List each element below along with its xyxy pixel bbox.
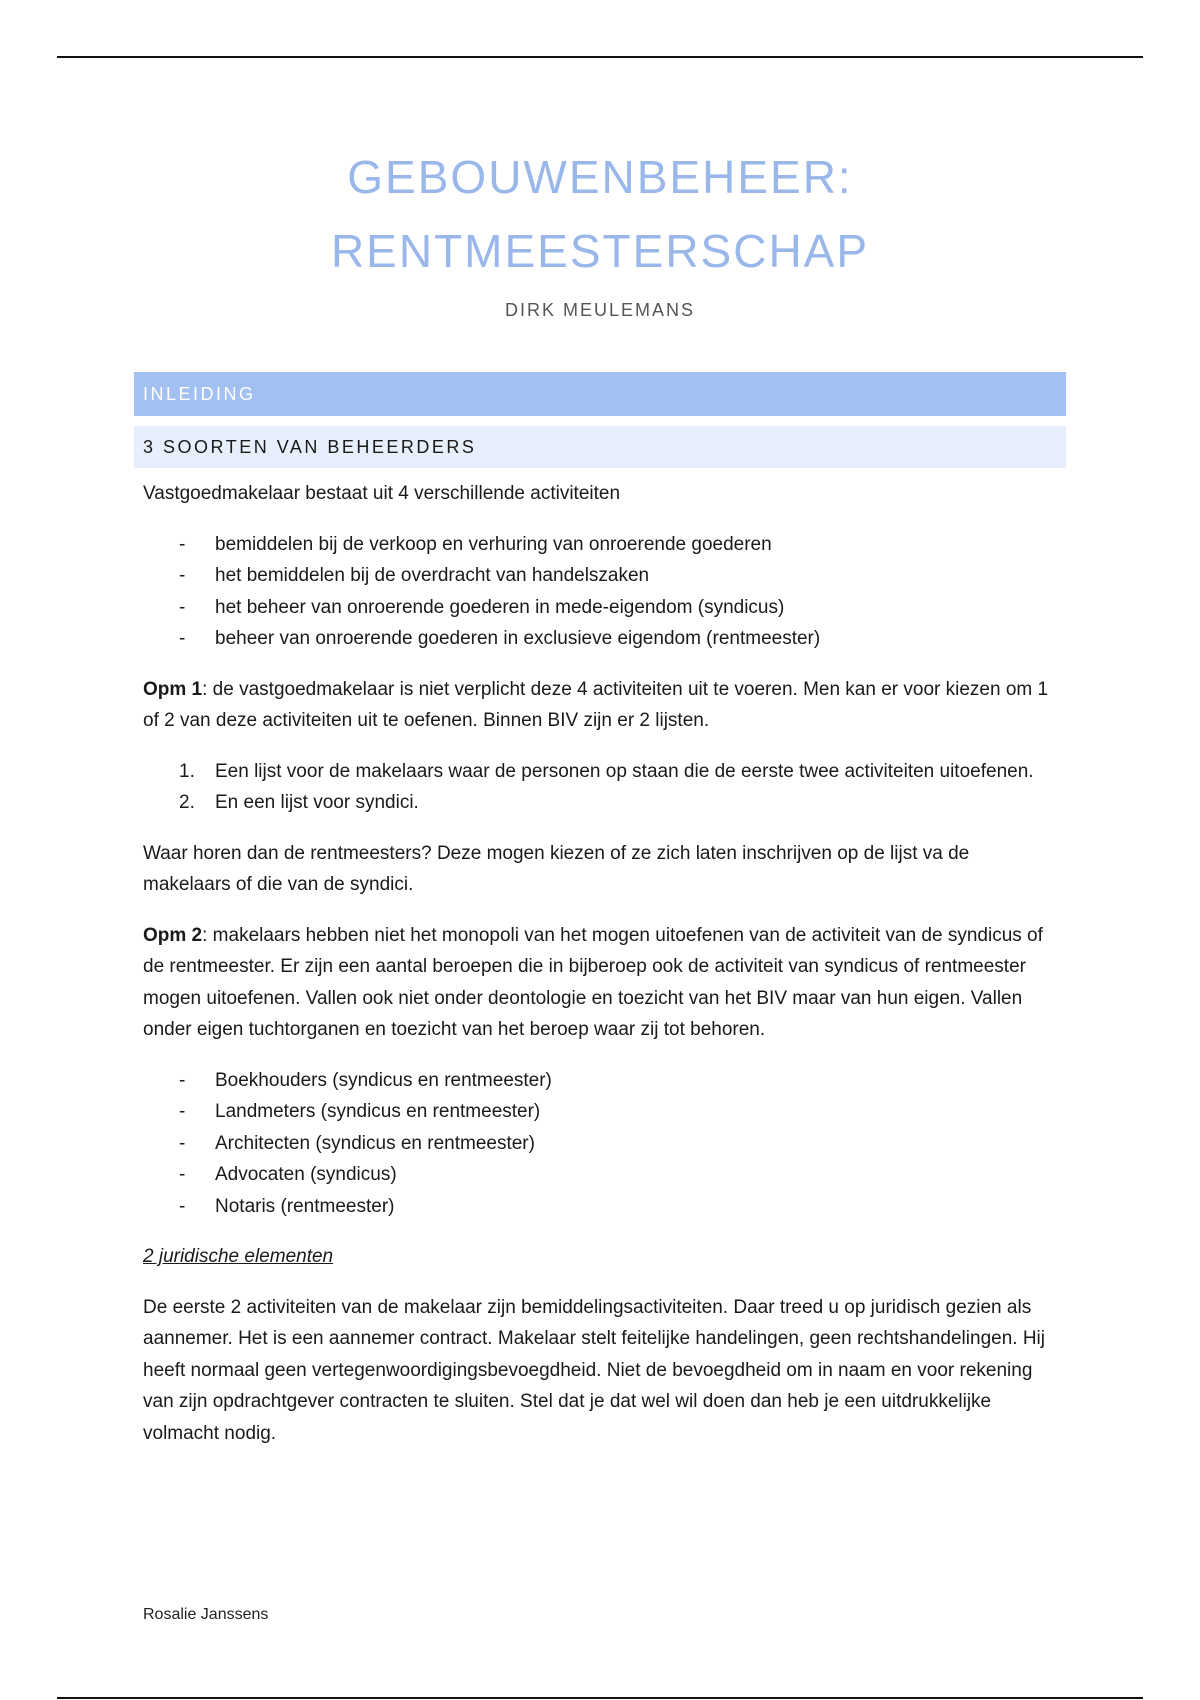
subheading-juridische-elementen: 2 juridische elementen	[143, 1246, 334, 1267]
number-marker: 2.	[179, 792, 195, 813]
number-marker: 1.	[179, 760, 195, 782]
lists-numbered	[143, 756, 1053, 819]
dash-marker: -	[179, 1101, 186, 1122]
dash-marker: -	[179, 1195, 186, 1217]
list-item	[143, 1096, 1053, 1128]
document-title-line-2: RENTMEESTERSCHAP	[330, 225, 870, 277]
dash-marker: -	[179, 1164, 186, 1185]
activities-list	[143, 529, 1053, 655]
header-rule	[57, 56, 1143, 58]
list-item	[143, 529, 1053, 561]
list-item-text: bemiddelen bij de verkoop en verhuring van onroerende goederen	[215, 533, 772, 555]
list-item	[143, 623, 1053, 655]
list-item-text: Landmeters (syndicus en rentmeester)	[215, 1101, 541, 1122]
list-item	[143, 592, 1053, 624]
footer-rule	[57, 1697, 1143, 1699]
list-item	[143, 560, 1053, 592]
dash-marker: -	[179, 1132, 186, 1154]
dash-marker: -	[179, 628, 186, 649]
list-item-text: beheer van onroerende goederen in exclusieve eigendom (rentmeester)	[215, 628, 821, 649]
dash-marker: -	[179, 565, 186, 586]
list-item-text: Notaris (rentmeester)	[215, 1195, 395, 1217]
list-item-text: En een lijst voor syndici.	[215, 792, 419, 813]
opm1-paragraph	[143, 674, 1053, 737]
opm1-text: : de vastgoedmakelaar is niet verplicht deze 4 activiteiten uit te voeren. Men kan er voor kiezen om 1 of 2 van deze activiteiten uit te oefenen. Binnen BIV zijn er 2 lijsten.	[143, 678, 1049, 731]
list-item-text: het beheer van onroerende goederen in mede-eigendom (syndicus)	[215, 596, 785, 618]
question-paragraph: Waar horen dan de rentmeesters? Deze mogen kiezen of ze zich laten inschrijven op de lijst va de makelaars of die van de syndici.	[143, 842, 970, 895]
opm1-label: Opm 1	[143, 678, 203, 700]
opm2-label: Opm 2	[143, 924, 203, 946]
list-item-text: Advocaten (syndicus)	[215, 1164, 397, 1185]
list-item-text: Boekhouders (syndicus en rentmeester)	[215, 1069, 552, 1091]
dash-marker: -	[179, 533, 186, 555]
dash-marker: -	[179, 1069, 186, 1091]
footer-author: Rosalie Janssens	[143, 1606, 269, 1623]
list-item	[143, 1128, 1053, 1160]
document-title-line-1: GEBOUWENBEHEER:	[347, 151, 853, 203]
heading-inleiding: INLEIDING	[134, 372, 1066, 416]
heading-soorten-beheerders: 3 SOORTEN VAN BEHEERDERS	[134, 426, 1066, 468]
intro-paragraph: Vastgoedmakelaar bestaat uit 4 verschillende activiteiten	[143, 483, 621, 504]
document-title-block	[0, 140, 1200, 321]
list-item-text: het bemiddelen bij de overdracht van handelszaken	[215, 565, 650, 586]
list-item	[143, 787, 1053, 819]
list-item	[143, 1159, 1053, 1191]
professions-list	[143, 1065, 1053, 1223]
document-author: DIRK MEULEMANS	[504, 300, 696, 320]
opm2-paragraph	[143, 920, 1053, 1046]
opm2-text: : makelaars hebben niet het monopoli van het mogen uitoefenen van de activiteit van de syndicus of de rentmeester. Er zijn een aantal beroepen die in bijberoep ook de activiteit van syndicus of rentmeester mogen uitoefenen. Vallen ook niet onder deontologie en toezicht van het BIV maar van hun eigen. Vallen onder eigen tuchtorganen en toezicht van het beroep waar zij tot behoren.	[143, 924, 1043, 1040]
list-item-text: Een lijst voor de makelaars waar de personen op staan die de eerste twee activiteiten uitoefenen.	[215, 760, 1034, 782]
list-item-text: Architecten (syndicus en rentmeester)	[215, 1132, 535, 1154]
list-item	[143, 1191, 1053, 1223]
list-item	[143, 756, 1053, 788]
dash-marker: -	[179, 596, 186, 618]
list-item	[143, 1065, 1053, 1097]
final-paragraph: De eerste 2 activiteiten van de makelaar zijn bemiddelingsactiviteiten. Daar treed u op juridisch gezien als aannemer. Het is een aannemer contract. Makelaar stelt feitelijke handelingen, geen rechtshandelingen. Hij heeft normaal geen vertegenwoordigingsbevoegdheid. Niet de bevoegdheid om in naam en voor rekening van zijn opdrachtgever contracten te sluiten. Stel dat je dat wel wil doen dan heb je een uitdrukkelijke volmacht nodig.	[143, 1296, 1045, 1444]
document-body	[143, 478, 1053, 1468]
